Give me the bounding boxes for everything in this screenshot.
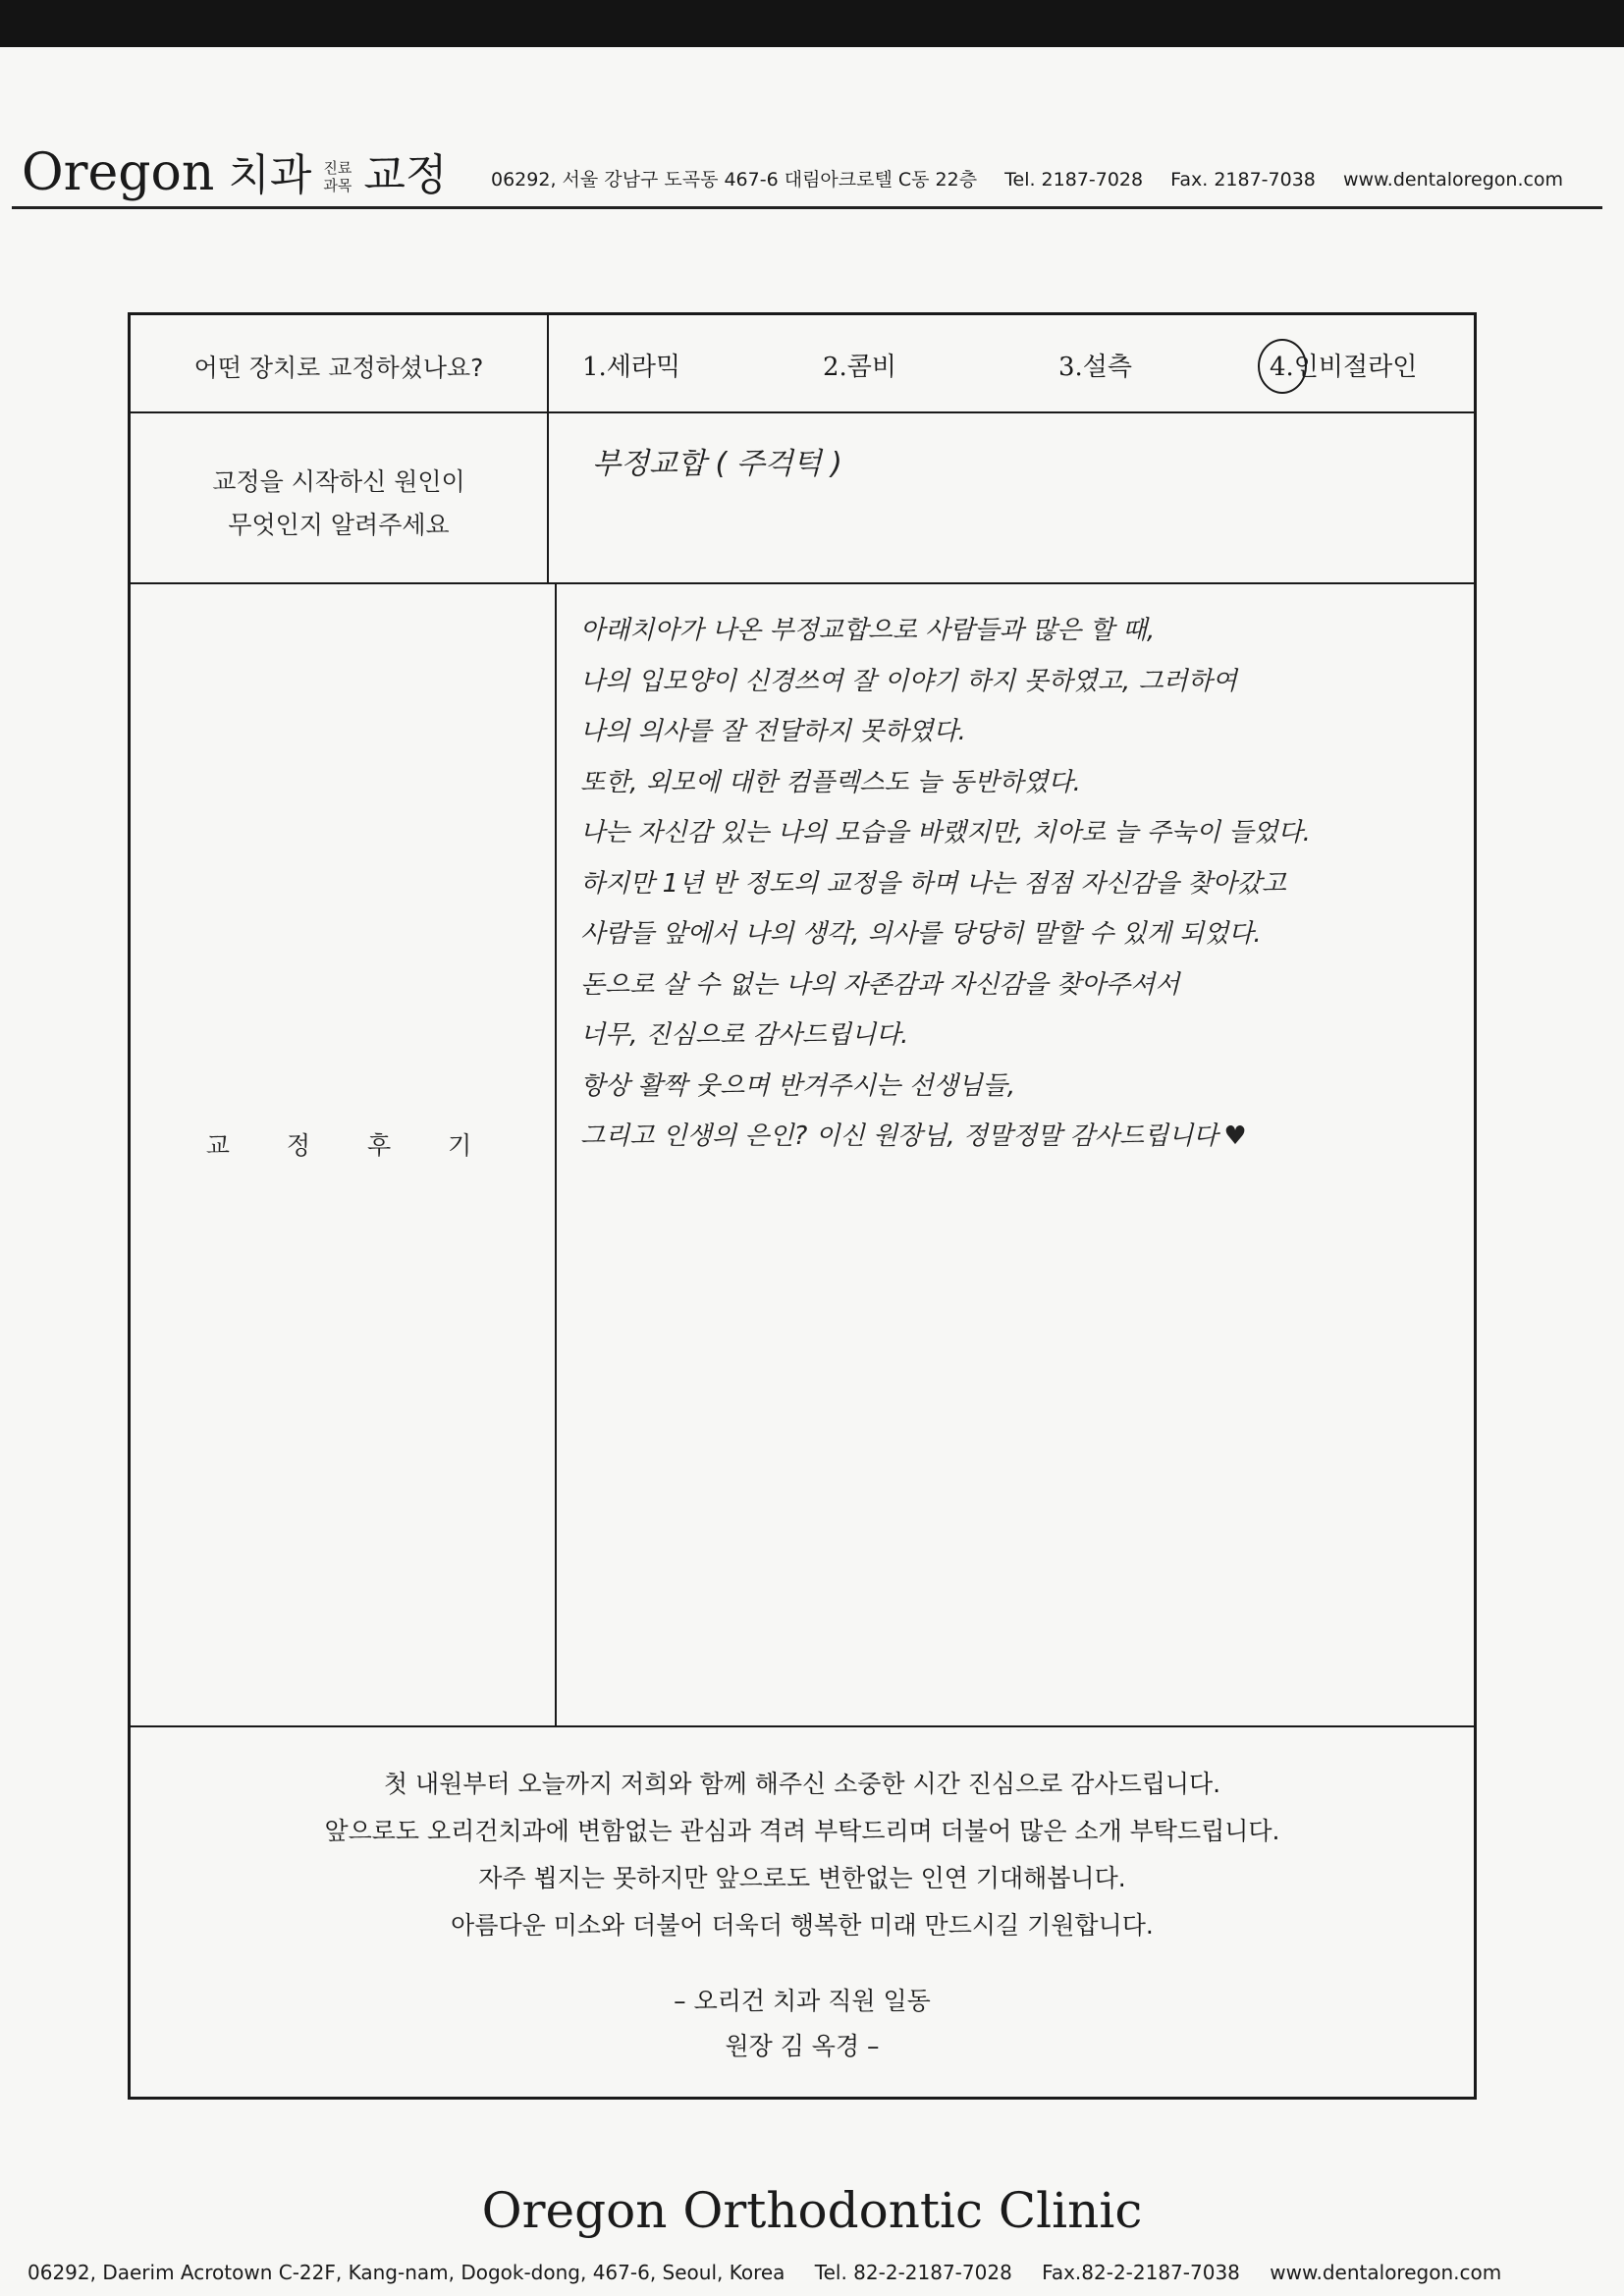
review-line: 나의 의사를 잘 전달하지 못하였다.: [580, 717, 966, 746]
review-line: 사람들 앞에서 나의 생각, 의사를 당당히 말할 수 있게 되었다.: [580, 919, 1262, 949]
specialty: 교정: [363, 150, 448, 200]
footer-contact: [27, 2261, 1598, 2284]
column-divider: [555, 584, 557, 1727]
review-text[interactable]: [580, 606, 1464, 1163]
signoff: – 오리건 치과 직원 일동 원장 김 옥경 –: [674, 1987, 931, 2060]
option-ceramic[interactable]: 1.세라믹: [582, 353, 681, 382]
review-line: 또한, 외모에 대한 컴플렉스도 늘 동반하였다.: [580, 767, 1081, 797]
option-combi[interactable]: 2.콤비: [823, 353, 897, 382]
review-line: 하지만 1년 반 정도의 교정을 하며 나는 점점 자신감을 찾아갔고: [580, 868, 1286, 899]
reason-question: 교정을 시작하신 원인이 무엇인지 알려주세요: [212, 467, 465, 539]
thank-you-message: 첫 내원부터 오늘까지 저희와 함께 해주신 소중한 시간 진심으로 감사드립니다. 앞으로도 오리건치과에 변함없는 관심과 격려 부탁드리며 더불어 많은 소개 부탁드립니다. 자주 뵙지는 못하지만 앞으로도 변한없는 인연 기대해봅니다. 아름다운 미소와 더불어 더욱더 행복한 미래 만드시길 기원합니다.: [324, 1770, 1280, 1940]
column-divider: [547, 315, 549, 584]
header-tel: Tel. 2187-7028: [1004, 169, 1144, 191]
reason-answer[interactable]: 부정교합 ( 주걱턱 ): [592, 447, 842, 481]
footer-fax: Fax.82-2-2187-7038: [1042, 2261, 1240, 2284]
footer-title: Oregon Orthodontic Clinic: [481, 2182, 1143, 2239]
footer-web: www.dentaloregon.com: [1270, 2261, 1502, 2284]
header-address: 06292, 서울 강남구 도곡동 467-6 대림아크로텔 C동 22층: [491, 169, 978, 191]
review-form: [128, 312, 1477, 2100]
brand-small-label: 진료 과목: [323, 158, 352, 194]
device-row: [131, 315, 1474, 413]
review-line: 항상 활짝 웃으며 반겨주시는 선생님들,: [580, 1070, 1016, 1101]
review-line: 아래치아가 나온 부정교합으로 사람들과 많은 할 때,: [580, 616, 1156, 645]
review-line: 나의 입모양이 신경쓰여 잘 이야기 하지 못하였고, 그러하여: [580, 666, 1237, 696]
brand-ko: 치과: [228, 150, 312, 200]
footer-address: 06292, Daerim Acrotown C-22F, Kang-nam, Dogok-dong, 467-6, Seoul, Korea: [27, 2261, 785, 2284]
review-line: 그리고 인생의 은인? 이신 원장님, 정말정말 감사드립니다 ♥: [580, 1121, 1247, 1151]
header-web: www.dentaloregon.com: [1342, 169, 1564, 191]
device-question: 어떤 장치로 교정하셨나요?: [193, 354, 484, 382]
brand-en: Oregon: [22, 143, 215, 202]
review-line: 돈으로 살 수 없는 나의 자존감과 자신감을 찾아주셔서: [580, 969, 1180, 1000]
review-line: 나는 자신감 있는 나의 모습을 바랬지만, 치아로 늘 주눅이 들었다.: [580, 818, 1311, 847]
header-fax: Fax. 2187-7038: [1170, 169, 1316, 191]
letterhead: [22, 139, 1593, 208]
heart-icon: ♥: [1223, 1121, 1247, 1151]
review-line: 너무, 진심으로 감사드립니다.: [580, 1020, 909, 1050]
option-lingual[interactable]: 3.설측: [1058, 353, 1133, 382]
option-invisalign[interactable]: 4.인비절라인: [1270, 353, 1418, 382]
header-contact: [491, 165, 1585, 191]
scan-top-edge: [0, 0, 1624, 47]
review-label: 교정후기: [205, 1131, 529, 1160]
header-divider: [12, 206, 1602, 209]
footer-tel: Tel. 82-2-2187-7028: [814, 2261, 1012, 2284]
clinic-logo: [22, 139, 447, 202]
